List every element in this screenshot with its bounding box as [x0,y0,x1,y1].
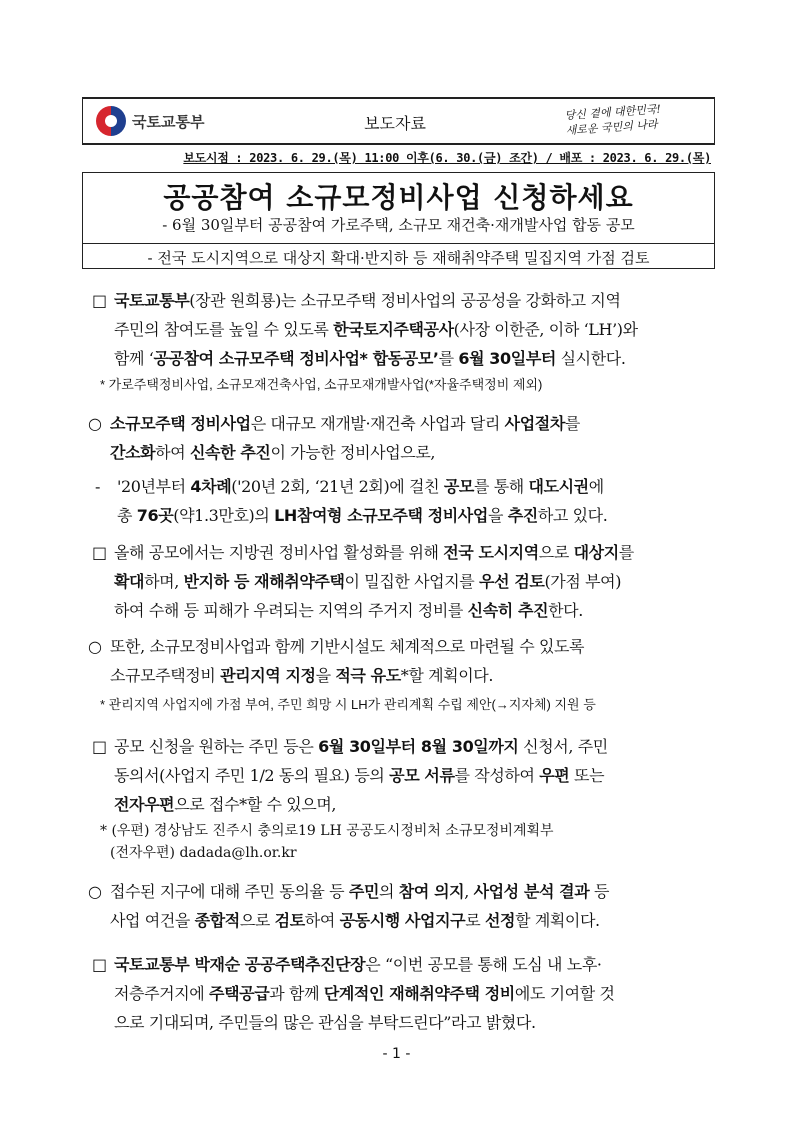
footnote-2: * 관리지역 사업지에 가점 부여, 주민 희망 시 LH가 관리계획 수립 제안(→지자체) 지원 등 [100,697,596,712]
paragraph-6: □ 공모 신청을 원하는 주민 등은 6월 30일부터 8월 30일까지 신청서, 주민 동의서(사업지 주민 1/2 동의 필요) 등의 공모 서류를 작성하여 우편 또는 전자우편으로 접수*할 수 있으며, [92,737,608,814]
doc-type: 보도자료 [364,114,426,133]
slogan-line2: 새로운 국민의 나라 [565,117,658,138]
paragraph-8: □ 국토교통부 박재순 공공주택추진단장은 “이번 공모를 통해 도심 내 노후· 저층주거지에 주택공급과 함께 단계적인 재해취약주택 정비에도 기여할 것 으로 기대되며, 주민들의 많은 관심을 부탁드린다”라고 밝혔다. [92,955,615,1032]
subtitle-2: - 전국 도시지역으로 대상지 확대·반지하 등 재해취약주택 밀집지역 가점 검토 [82,243,715,270]
embargo-line: 보도시점 : 2023. 6. 29.(목) 11:00 이후(6. 30.(금) 조간) / 배포 : 2023. 6. 29.(목) [183,151,711,165]
slogan-line1: 당신 곁에 대한민국! [564,102,662,123]
ministry-name: 국토교통부 [132,113,205,131]
paragraph-1: □ 국토교통부(장관 원희룡)는 소규모주택 정비사업의 공공성을 강화하고 지역 주민의 참여도를 높일 수 있도록 한국토지주택공사(사장 이한준, 이하 ‘LH’)와 함께 ‘공공참여 소규모주택 정비사업* 합동공모’를 6월 30일부터 실시한다. [92,291,638,368]
paragraph-2: ○ 소규모주택 정비사업은 대규모 재개발·재건축 사업과 달리 사업절차를 간소화하여 신속한 추진이 가능한 정비사업으로, [88,414,580,462]
footnote-3-mail: * (우편) 경상남도 진주시 충의로19 LH 공공도시정비처 소규모정비계획부 [100,823,554,839]
paragraph-5: ○ 또한, 소규모정비사업과 함께 기반시설도 체계적으로 마련될 수 있도록 소규모주택정비 관리지역 지정을 적극 유도*할 계획이다. [88,637,585,685]
page-title: 공공참여 소규모정비사업 신청하세요 [163,181,634,214]
footnote-1: * 가로주택정비사업, 소규모재건축사업, 소규모재개발사업(*자율주택정비 제외) [100,377,543,392]
ministry-emblem-icon [96,106,126,136]
ministry-logo [96,106,204,136]
subtitle-1: - 6월 30일부터 공공참여 가로주택, 소규모 재건축·재개발사업 합동 공모 [162,216,635,234]
page-number: - 1 - [382,1046,411,1062]
paragraph-4: □ 올해 공모에서는 지방권 정비사업 활성화를 위해 전국 도시지역으로 대상지를 확대하며, 반지하 등 재해취약주택이 밀집한 사업지를 우선 검토(가점 부여) 하여 수해 등 피해가 우려되는 지역의 주거지 정비를 신속히 추진한다. [92,543,634,620]
paragraph-3: - '20년부터 4차례('20년 2회, ‘21년 2회)에 걸친 공모를 통해 대도시권에 총 76곳(약1.3만호)의 LH참여형 소규모주택 정비사업을 추진하고 있다. [95,477,608,525]
paragraph-7: ○ 접수된 지구에 대해 주민 동의율 등 주민의 참여 의지, 사업성 분석 결과 등 사업 여건을 종합적으로 검토하여 공동시행 사업지구로 선정할 계획이다. [88,882,610,930]
footnote-3-email: (전자우편) dadada@lh.or.kr [110,845,297,861]
footnote-3 [100,820,554,864]
